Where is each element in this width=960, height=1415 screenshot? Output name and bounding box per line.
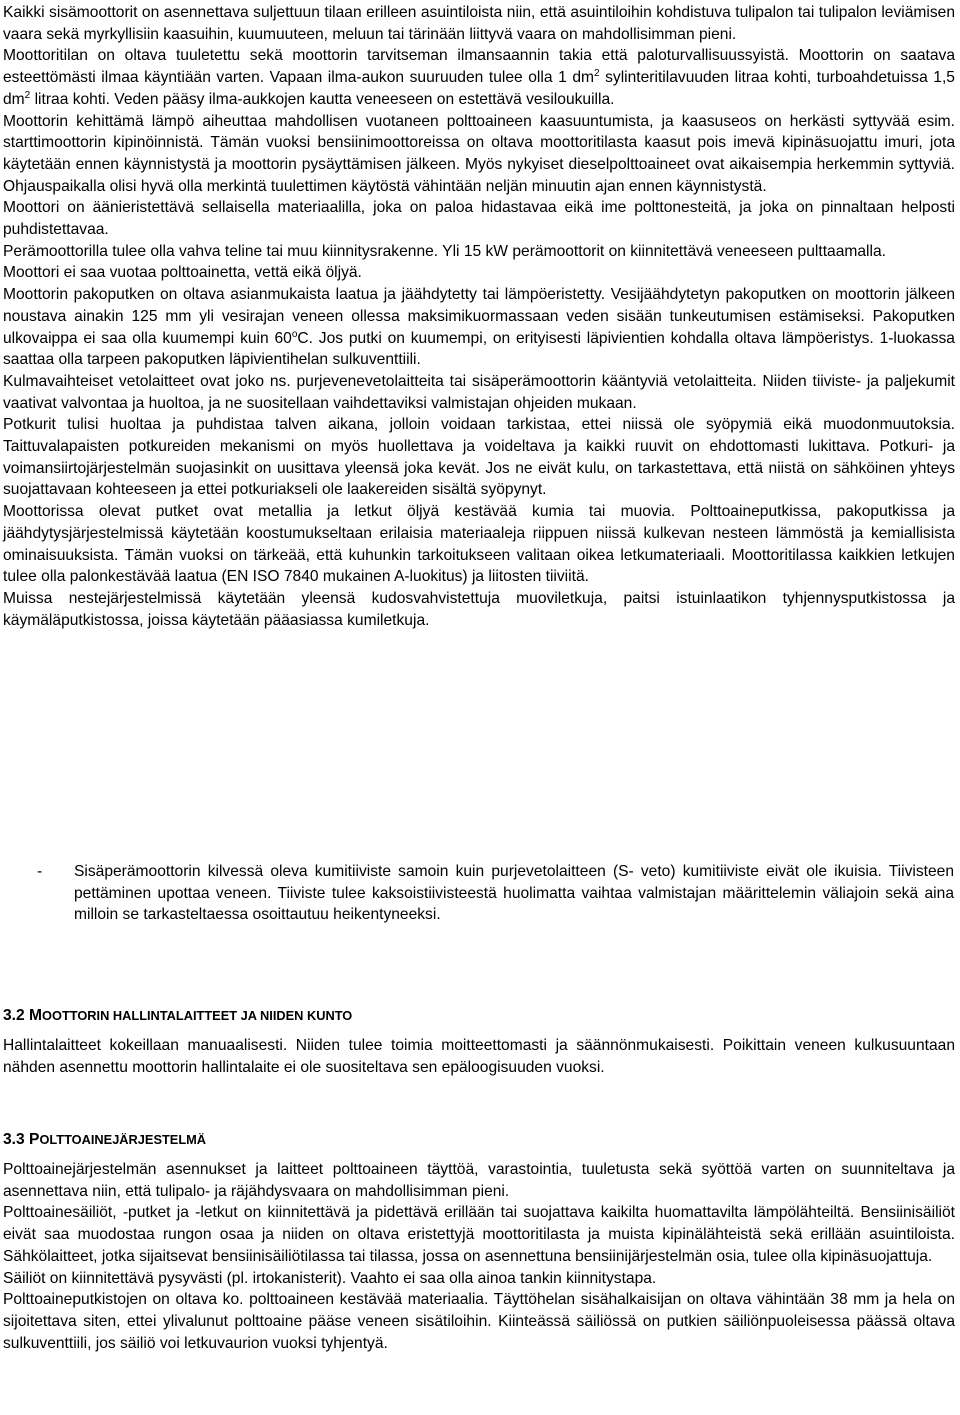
section-title: OLTTOAINEJÄRJESTELMÄ: [39, 1132, 207, 1147]
paragraph: Potkurit tulisi huoltaa ja puhdistaa talven aikana, jolloin voidaan tarkistaa, ettei niissä ole syöpymiä eikä muodonmuutoksia. Taittuvalapaisten potkureiden mekanismi on myös huollettava ja voideltava ja kaikki ruuvit on ehdottomasti lukittava. Potkuri- ja voimansiirtojärjestelmän suojasinkit on uusittava yleensä joka kevät. Jos ne eivät kulu, on tarkastettava, että niistä on sähköinen yhteys suojattavaan kohteeseen ja ettei potkuriakseli ole laakereiden sisältä syöpynyt.: [3, 416, 955, 499]
paragraph: Polttoainesäiliöt, -putket ja -letkut on kiinnitettävä ja pidettävä erillään tai suojattava kaikilta huomattavilta lämpölähteiltä. Bensiinisäiliöt eivät saa muodostaa rungon osaa ja niiden on oltava eristettyjä moottoritilasta ja muista kipinälähteistä sekä erillään asuintiloista. Sähkölaitteet, jotka sijaitsevat bensiinisäiliötilassa tai tilassa, jossa on asennettuna bensiinijärjestelmän osia, tulee olla kipinäsuojattuja.: [3, 1204, 955, 1265]
paragraph: [3, 45, 955, 110]
bullet-dash: -: [37, 863, 43, 880]
fuel-system-text: [3, 1159, 955, 1354]
section-title-initial: P: [29, 1131, 40, 1148]
paragraph: Moottori ei saa vuotaa polttoainetta, vettä eikä öljyä.: [3, 264, 362, 282]
superscript: 2: [24, 89, 31, 101]
paragraph-text: litraa kohti. Veden pääsy ilma-aukkojen kautta veneeseen on estettävä vesiloukuilla.: [30, 90, 615, 108]
section-heading-3-2: [3, 1006, 352, 1026]
paragraph: Perämoottorilla tulee olla vahva teline tai muu kiinnitysrakenne. Yli 15 kW perämoottorit on kiinnitettävä veneeseen pulttaamalla.: [3, 242, 886, 260]
section-title-initial: M: [29, 1007, 43, 1024]
superscript: o: [291, 328, 298, 340]
paragraph: Säiliöt on kiinnitettävä pysyvästi (pl. irtokanisterit). Vaahto ei saa olla ainoa tankin kiinnitystapa.: [3, 1269, 657, 1287]
paragraph: Hallintalaitteet kokeillaan manuaalisesti. Niiden tulee toimia moitteettomasti ja säännönmukaisesti. Poikittain veneen kulkusuuntaan nähden asennettu moottorin hallintalaite ei ole suositeltava sen epäloogisuuden vuoksi.: [3, 1037, 955, 1076]
paragraph-text: C. Jos putki on kuumempi, on erityisesti läpivientien kohdalla oltava lämpöeristys. 1-luokassa saattaa olla tarpeen pakoputken läpivientihelan sulkuventtiili.: [3, 329, 955, 369]
paragraph: [3, 284, 955, 371]
section-heading-3-3: [3, 1130, 206, 1150]
paragraph-text: Moottorin pakoputken on oltava asianmukaista laatua ja jäähdytetty tai lämpöeristetty. Vesijäähdytetyn pakoputken on moottorin jälkeen noustava ainakin 125 mm yli vesirajan veneen ollessa maksimikuormassaan veden sisään tunkeutumisen estämiseksi. Pakoputken ulkovaippa ei saa olla kuumempi kuin 60: [3, 286, 955, 347]
section-number: 3.3: [3, 1131, 25, 1148]
list-item-text: Sisäperämoottorin kilvessä oleva kumitiiviste samoin kuin purjevetolaitteen (S- veto) kumitiiviste eivät ole ikuisia. Tiivisteen pettäminen upottaa veneen. Tiiviste tulee kaksoistiivisteestä huolimatta vaihtaa valmistajan määrittelemin väliajoin sekä aina milloin se tarkasteltaessa osoittautuu heikentyneeksi.: [74, 863, 954, 924]
paragraph: Moottorin kehittämä lämpö aiheuttaa mahdollisen vuotaneen polttoaineen kaasuuntumista, ja kaasuseos on herkästi syttyvää esim. starttimoottorin kipinöinnistä. Tämän vuoksi bensiinimoottoreissa on oltava moottoritilasta kaasut pois imevä kipinäsuojattu imuri, jota käytetään ennen käynnistystä ja moottorin pysäyttämisen jälkeen. Myös nykyiset dieselpolttoaineet ovat aikaisempia herkemmin syttyviä. Ohjauspaikalla olisi hyvä olla merkintä tuulettimen käytöstä vähintään neljän minuutin ajan ennen käynnistystä.: [3, 112, 955, 195]
controls-text: [3, 1035, 955, 1078]
engine-installation-text: [3, 2, 955, 631]
superscript: 2: [593, 68, 600, 80]
paragraph: Polttoaineputkistojen on oltava ko. polttoaineen kestävää materiaalia. Täyttöhelan sisähalkaisijan on oltava vähintään 38 mm ja hela on sijoitettava siten, ettei ylivalunut polttoaine pääse veneen sisätiloihin. Kiinteässä säiliössä on putkien säiliönpuoleisessa päässä oltava sulkuventtiili, jos säiliö voi letkuvaurion vuoksi tyhjentyä.: [3, 1291, 955, 1352]
paragraph-text: Moottoritilan on oltava tuuletettu sekä moottorin tarvitseman ilmansaannin takia että paloturvallisuussyistä. Moottorin on saatava esteettömästi ilmaa käyntiään varten. Vapaan ilma-aukon suuruuden tulee olla 1: [3, 47, 955, 87]
unit-dm: dm: [572, 69, 594, 87]
paragraph-text: sylinteritilavuuden litraa kohti, turboahdetuissa 1,5 dm: [3, 69, 955, 108]
paragraph: Moottorissa olevat putket ovat metallia ja letkut öljyä kestävää kumia tai muovia. Polttoaineputkissa, pakoputkissa ja jäähdytysjärjestelmissä käytetään koostumukseltaan erilaisia materiaaleja riippuen niissä kulkevan nesteen lämmöstä ja kemiallisista ominaisuuksista. Tämän vuoksi on tärkeää, että kuhunkin tarkoitukseen valitaan oikea letkumateriaali. Moottoritilassa kaikkien letkujen tulee olla palonkestävää laatua (EN ISO 7840 mukainen A-luokitus) ja liitosten tiiviitä.: [3, 503, 955, 586]
paragraph: Moottori on äänieristettävä sellaisella materiaalilla, joka on paloa hidastavaa eikä ime polttonesteitä, ja joka on pinnaltaan helposti puhdistettavaa.: [3, 199, 955, 239]
section-title: OOTTORIN HALLINTALAITTEET JA NIIDEN KUNTO: [42, 1008, 353, 1023]
paragraph: Kulmavaihteiset vetolaitteet ovat joko ns. purjevenevetolaitteita tai sisäperämoottorin kääntyviä vetolaitteita. Niiden tiiviste- ja paljekumit vaativat valvontaa ja huoltoa, ja ne suositellaan vaihdettaviksi valmistajan ohjeiden mukaan.: [3, 372, 955, 412]
paragraph: Muissa nestejärjestelmissä käytetään yleensä kudosvahvistettuja muoviletkuja, paitsi istuinlaatikon tyhjennysputkistossa ja käymäläputkistossa, joissa käytetään pääasiassa kumiletkuja.: [3, 589, 955, 629]
section-number: 3.2: [3, 1007, 25, 1024]
paragraph: Kaikki sisämoottorit on asennettava suljettuun tilaan erilleen asuintiloista niin, että asuintiloihin kohdistuva tulipalon tai tulipalon leviämisen vaara sekä myrkyllisiin kaasuihin, kuumuuteen, meluun tai tärinään liittyvä vaara on mahdollisimman pieni.: [3, 4, 955, 43]
paragraph: Polttoainejärjestelmän asennukset ja laitteet polttoaineen täyttöä, varastointia, tuuletusta sekä syöttöä varten on suunniteltava ja asennettava niin, että tulipalo- ja räjähdysvaara on mahdollisimman pieni.: [3, 1161, 955, 1200]
